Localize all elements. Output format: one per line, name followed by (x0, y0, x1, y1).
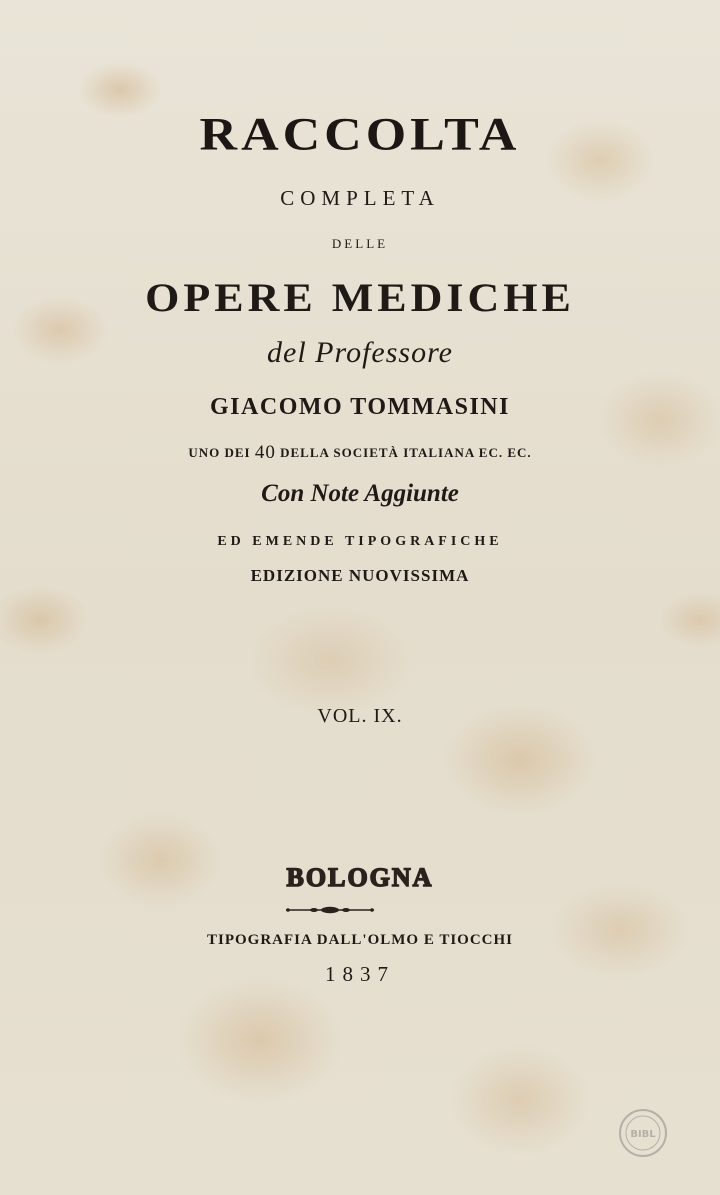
volume-number: VOL. IX. (317, 705, 403, 727)
imprint-city: BOLOGNA (286, 863, 434, 892)
imprint-printer: TIPOGRAFIA DALL'OLMO E TIOCCHI (206, 932, 513, 948)
ornamental-rule-icon (284, 903, 376, 917)
author-name: GIACOMO TOMMASINI (210, 394, 510, 420)
title-completa: COMPLETA (280, 186, 440, 210)
library-stamp-icon (617, 1107, 669, 1159)
affiliation-number: 40 (254, 442, 276, 463)
title-opere-mediche: OPERE MEDICHE (145, 274, 575, 320)
title-raccolta: RACCOLTA (199, 108, 521, 161)
library-stamp-text: BIBL (630, 1129, 656, 1140)
edizione-nuovissima: EDIZIONE NUOVISSIMA (250, 566, 470, 585)
affiliation-pre: UNO DEI (188, 445, 255, 460)
con-note-aggiunte: Con Note Aggiunte (261, 480, 459, 507)
title-delle: DELLE (331, 236, 389, 251)
emende-tipografiche: ED EMENDE TIPOGRAFICHE (217, 534, 503, 549)
imprint-year: 1837 (325, 962, 395, 986)
title-del-professore: del Professore (267, 336, 453, 369)
affiliation-post: DELLA SOCIETÀ ITALIANA EC. EC. (275, 445, 532, 460)
author-affiliation (0, 442, 720, 464)
